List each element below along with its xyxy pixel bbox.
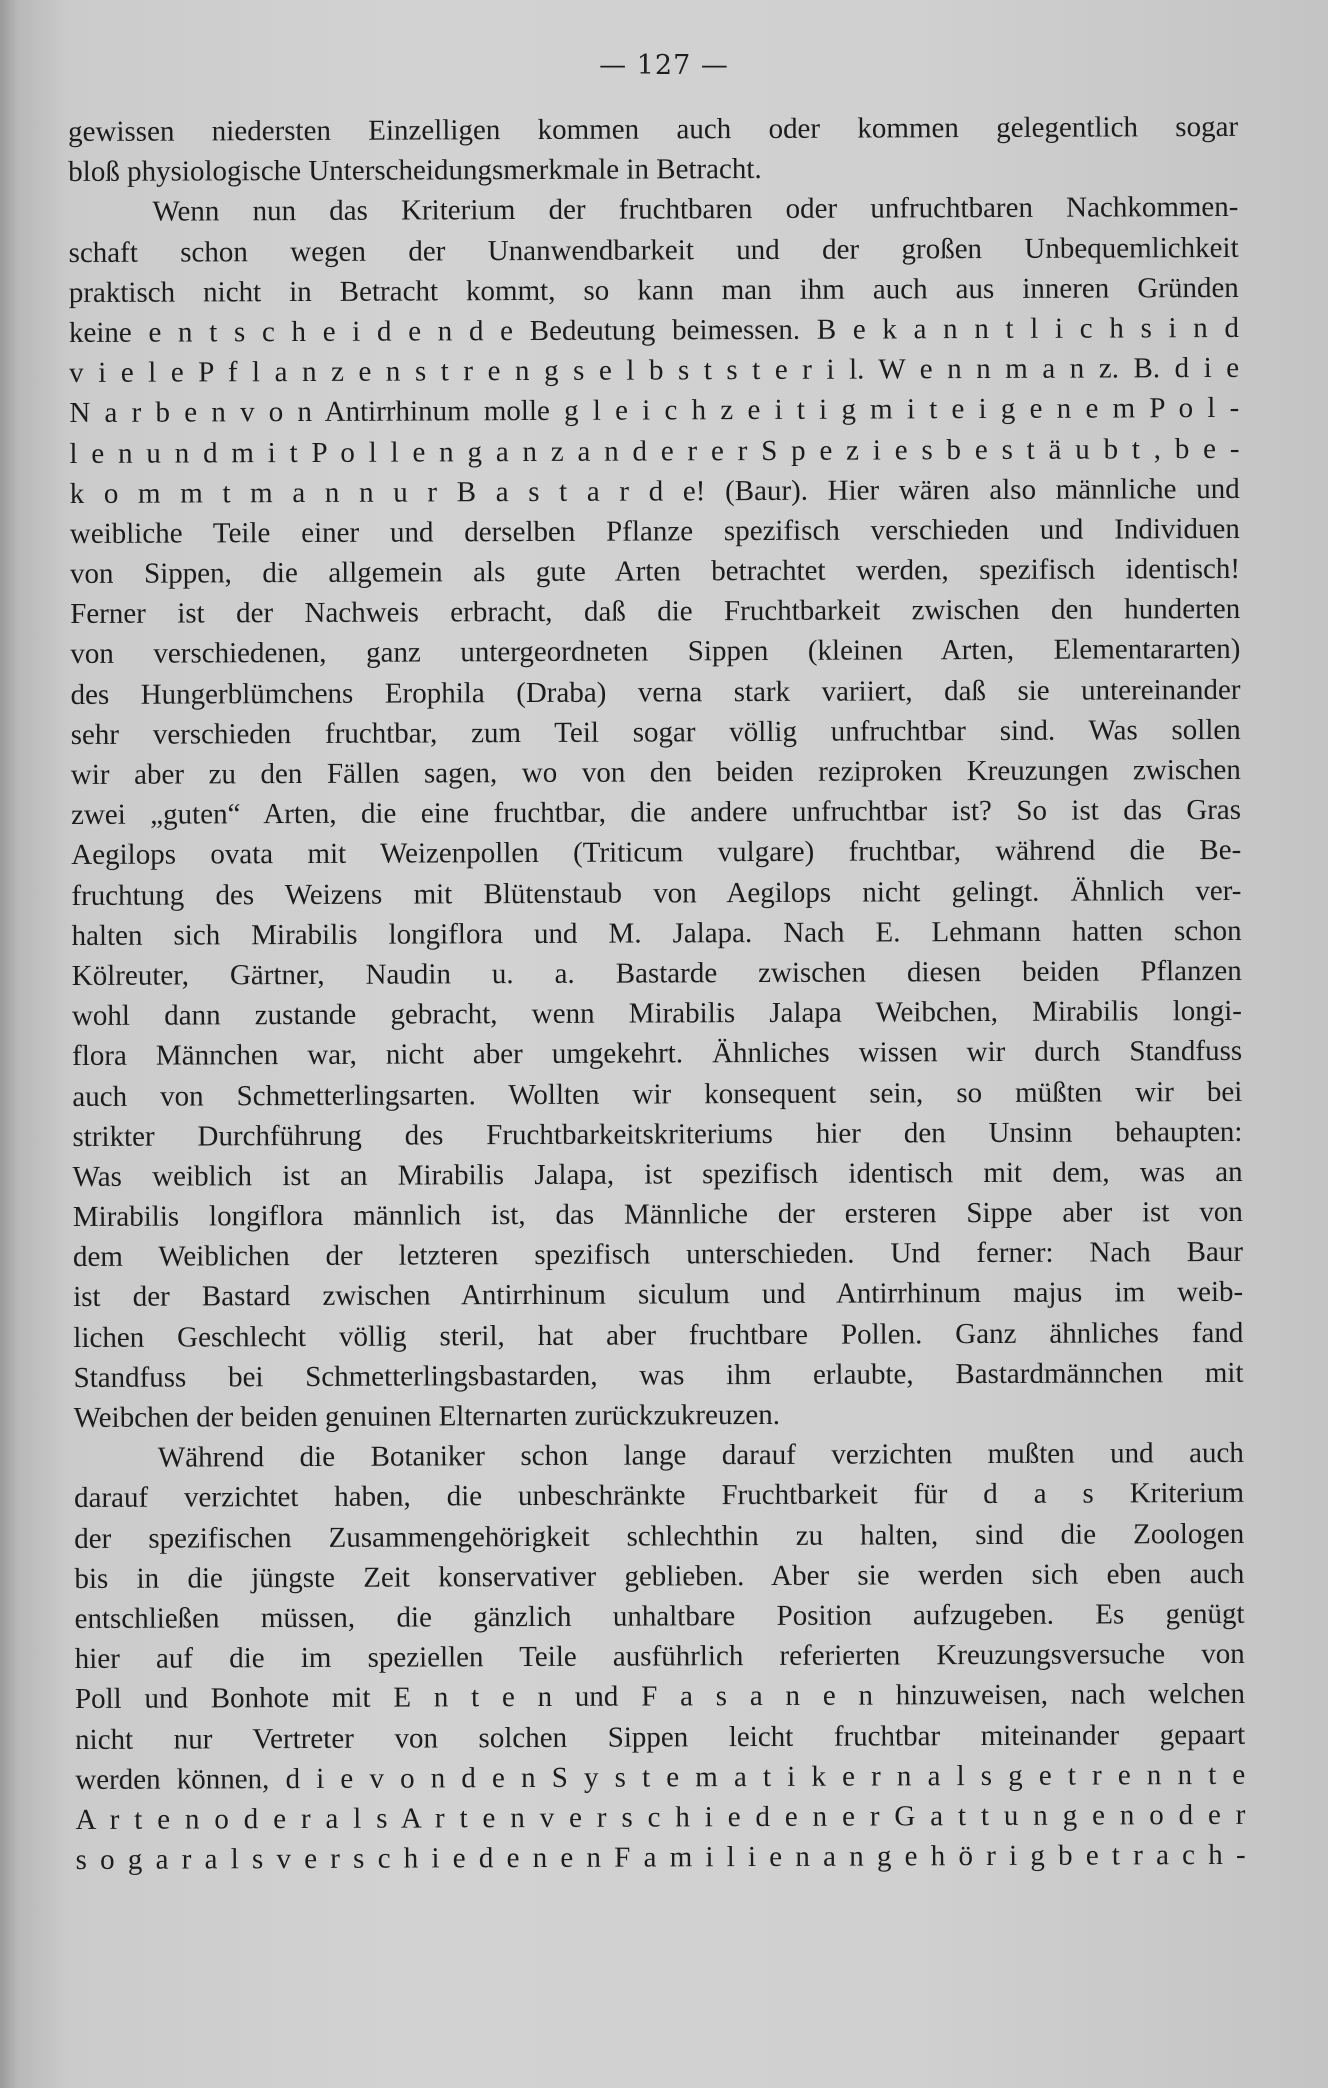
text-line: Was weiblich ist an Mirabilis Jalapa, ist spezifisch identisch mit dem, was an — [72, 1155, 1243, 1193]
text-line: lichen Geschlecht völlig steril, hat aber fruchtbare Pollen. Ganz ähnliches fand — [73, 1316, 1244, 1354]
body-text — [68, 107, 1246, 1880]
text-line: Weibchen der beiden genuinen Elternarten zurückzukreuzen. — [73, 1398, 780, 1434]
text-line: darauf verzichtet haben, die unbeschränkte Fruchtbarkeit für d a s Kriterium — [73, 1477, 1245, 1515]
text-line: A r t e n o d e r a l s A r t e n v e r s c h i e d e n e r G a t t u n g e n o d e r — [75, 1798, 1246, 1836]
text-line: des Hungerblümchens Erophila (Draba) verna stark variiert, daß sie untereinander — [70, 673, 1241, 711]
text-line: bis in die jüngste Zeit konservativer geblieben. Aber sie werden sich eben auch — [74, 1557, 1245, 1595]
text-line: wohl dann zustande gebracht, wenn Mirabilis Jalapa Weibchen, Mirabilis longi- — [71, 995, 1243, 1033]
text-line: werden können, d i e v o n d e n S y s t e m a t i k e r n a l s g e t r e n n t e — [75, 1758, 1246, 1796]
text-line: fruchtung des Weizens mit Blütenstaub von Aegilops nicht gelingt. Ähnlich ver- — [71, 874, 1242, 912]
text-line: keine e n t s c h e i d e n d e Bedeutung beimessen. B e k a n n t l i c h s i n d — [68, 311, 1240, 349]
text-line: Standfuss bei Schmetterlingsbastarden, was ihm erlaubte, Bastardmännchen mit — [73, 1356, 1244, 1394]
text-line: flora Männchen war, nicht aber umgekehrt. Ähnliches wissen wir durch Standfuss — [72, 1035, 1243, 1073]
text-line: Mirabilis longiflora männlich ist, das Männliche der ersteren Sippe aber ist von — [72, 1195, 1243, 1234]
text-line: gewissen niedersten Einzelligen kommen auch oder kommen gelegentlich sogar — [68, 110, 1239, 148]
text-line: strikter Durchführung des Fruchtbarkeitskriteriums hier den Unsinn behaupten: — [72, 1115, 1243, 1153]
text-line: auch von Schmetterlingsarten. Wollten wir konsequent sein, so müßten wir bei — [72, 1075, 1243, 1113]
text-line: s o g a r a l s v e r s c h i e d e n e n F a m i l i e n a n g e h ö r i g b e t r a c h - — [75, 1838, 1246, 1877]
text-line: praktisch nicht in Betracht kommt, so kann man ihm auch aus inneren Gründen — [68, 271, 1239, 309]
text-line: Ferner ist der Nachweis erbracht, daß die Fruchtbarkeit zwischen den hunderten — [70, 593, 1241, 631]
text-line: Kölreuter, Gärtner, Naudin u. a. Bastarde zwischen diesen beiden Pflanzen — [71, 954, 1242, 992]
text-line: Während die Botaniker schon lange darauf verzichten mußten und auch — [157, 1437, 1244, 1474]
text-line: N a r b e n v o n Antirrhinum molle g l e i c h z e i t i g m i t e i g e n e m P o l - — [69, 392, 1240, 430]
text-line: k o m m t m a n n u r B a s t a r d e! (Baur). Hier wären also männliche und — [69, 472, 1240, 510]
text-line: hier auf die im speziellen Teile ausführlich referierten Kreuzungsversuche von — [74, 1638, 1245, 1676]
text-line: Poll und Bonhote mit E n t e n und F a s a n e n hinzuweisen, nach welchen — [74, 1678, 1245, 1716]
page-number: — 127 — — [599, 50, 729, 81]
text-line: sehr verschieden fruchtbar, zum Teil sogar völlig unfruchtbar sind. Was sollen — [70, 713, 1241, 751]
text-line: schaft schon wegen der Unanwendbarkeit und der großen Unbequemlichkeit — [68, 231, 1239, 269]
text-line: dem Weiblichen der letzteren spezifisch unterschieden. Und ferner: Nach Baur — [72, 1236, 1244, 1274]
text-line: Aegilops ovata mit Weizenpollen (Triticum vulgare) fruchtbar, während die Be- — [71, 834, 1242, 872]
text-line: halten sich Mirabilis longiflora und M. Jalapa. Nach E. Lehmann hatten schon — [71, 914, 1242, 952]
text-line: der spezifischen Zusammengehörigkeit schlechthin zu halten, sind die Zoologen — [74, 1517, 1245, 1555]
text-line: nicht nur Vertreter von solchen Sippen leicht fruchtbar miteinander gepaart — [75, 1718, 1246, 1756]
text-line: ist der Bastard zwischen Antirrhinum siculum und Antirrhinum majus im weib- — [73, 1276, 1244, 1314]
text-line: wir aber zu den Fällen sagen, wo von den beiden reziproken Kreuzungen zwischen — [70, 753, 1241, 791]
text-line: l e n u n d m i t P o l l e n g a n z a n d e r e r S p e z i e s b e s t ä u b t , b e - — [69, 432, 1240, 470]
text-line: bloß physiologische Unterscheidungsmerkmale in Betracht. — [68, 153, 762, 189]
text-line: zwei „guten“ Arten, die eine fruchtbar, die andere unfruchtbar ist? So ist das Gras — [70, 794, 1242, 832]
text-line: v i e l e P f l a n z e n s t r e n g s e l b s t s t e r i l. W e n n m a n z. B. d i e — [69, 352, 1240, 390]
text-line: von verschiedenen, ganz untergeordneten Sippen (kleinen Arten, Elementararten) — [70, 633, 1241, 671]
text-line: von Sippen, die allgemein als gute Arten betrachtet werden, spezifisch identisch! — [69, 552, 1241, 591]
text-line: entschließen müssen, die gänzlich unhaltbare Position aufzugeben. Es genügt — [74, 1597, 1245, 1635]
text-line: weibliche Teile einer und derselben Pflanze spezifisch verschieden und Individuen — [69, 512, 1240, 550]
text-line: Wenn nun das Kriterium der fruchtbaren oder unfruchtbaren Nachkommen- — [152, 191, 1239, 229]
